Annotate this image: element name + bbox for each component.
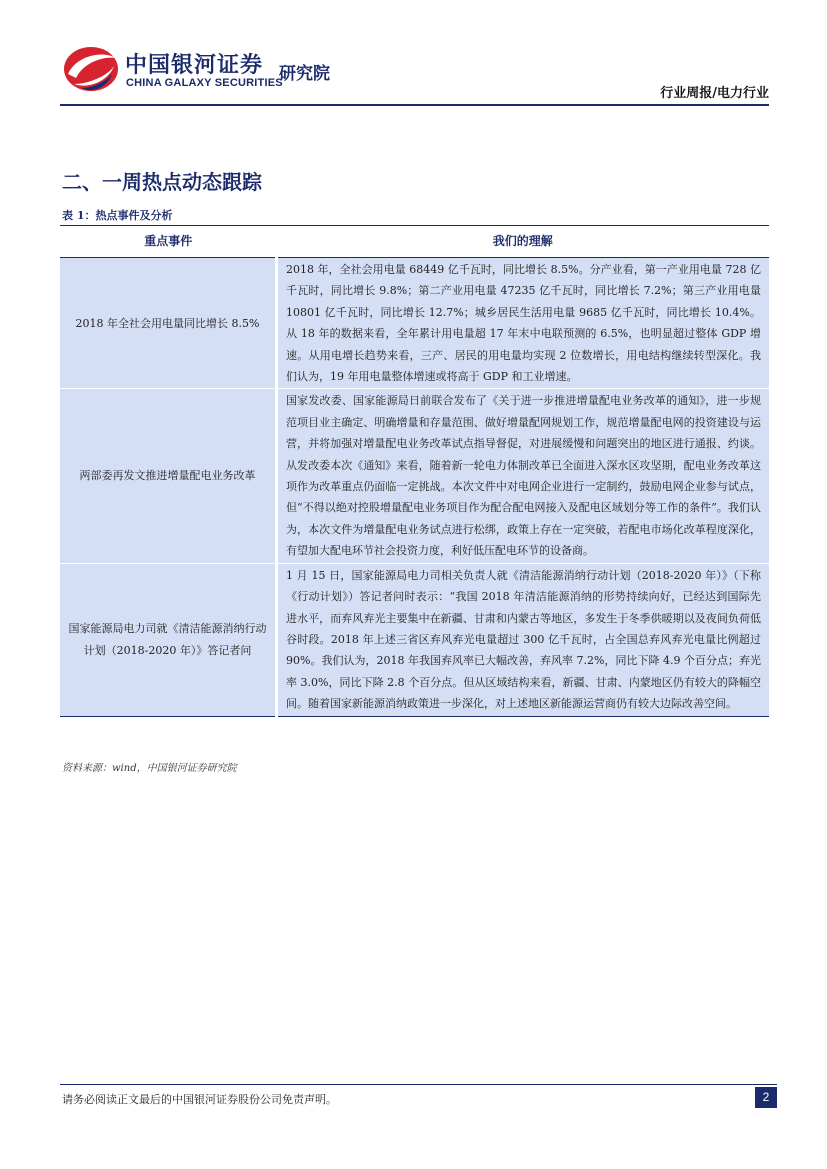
table-row [60,258,769,389]
table-row [60,563,769,716]
footer-divider [60,1084,777,1085]
table-header-row [60,226,769,258]
analysis-cell: 2018 年，全社会用电量 68449 亿千瓦时，同比增长 8.5%。分产业看，第一产业用电量 728 亿千瓦时，同比增长 9.8%；第二产业用电量 47235 亿千瓦时，同比增长 7.2%；第三产业用电量 10801 亿千瓦时，同比增长 12.7%；城乡居民生活用电量 9685 亿千瓦时，同比增长 10.4%。从 18 年的数据来看，全年累计用电量超 17 年末中电联预测的 6.5%，也明显超过整体 GDP 增速。从用电增长趋势来看，三产、居民的用电量均实现 2 位数增长，用电结构继续转型深化。我们认为，19 年用电量整体增速或将高于 GDP 和工业增速。 [277,258,770,389]
header-divider [60,104,769,106]
analysis-cell: 1 月 15 日，国家能源局电力司相关负责人就《清洁能源消纳行动计划（2018-2020 年）》（下称《行动计划》）答记者问时表示：“我国 2018 年清洁能源消纳的形势持续向好，已经达到国际先进水平，而弃风弃光主要集中在新疆、甘肃和内蒙古等地区，多发生于冬季供暖期以及夜间负荷低谷时段。2018 年上述三省区弃风弃光电量超过 300 亿千瓦时，占全国总弃风弃光电量比例超过 90%。我们认为，2018 年我国弃风率已大幅改善，弃风率 7.2%，同比下降 4.9 个百分点；弃光率 3.0%，同比下降 2.8 个百分点。但从区域结构来看，新疆、甘肃、内蒙地区仍有较大的降幅空间。随着国家新能源消纳政策进一步深化，对上述地区新能源运营商仍有较大边际改善空间。 [277,563,770,716]
event-cell: 2018 年全社会用电量同比增长 8.5% [60,258,277,389]
event-cell: 国家能源局电力司就《清洁能源消纳行动计划（2018-2020 年）》答记者问 [60,563,277,716]
table-caption: 表 1：热点事件及分析 [62,209,173,222]
brand-name-en: CHINA GALAXY SECURITIES [126,77,283,89]
brand-name-cn: 中国银河证券 [125,53,264,78]
page-number: 2 [755,1087,777,1108]
analysis-cell: 国家发改委、国家能源局日前联合发布了《关于进一步推进增量配电业务改革的通知》，进一步规范项目业主确定、明确增量和存量范围、做好增量配网规划工作，规范增量配电网的投资建设与运营，并将加强对增量配电业务改革试点指导督促，对进展缓慢和问题突出的地区进行通报、约谈。从发改委本次《通知》来看，随着新一轮电力体制改革已全面进入深水区攻坚期，配电业务改革这项作为改革重点仍面临一定挑战。本次文件中对电网企业进行一定制约，鼓励电网企业参与试点，但“不得以绝对控股增量配电业务项目作为配合配电网接入及配电区域划分等工作的条件”。我们认为，本次文件为增量配电业务试点进行松绑，政策上存在一定突破，若配电市场化改革程度深化，有望加大配电环节社会投资力度，利好低压配电环节的设备商。 [277,389,770,563]
hot-events-table [60,225,769,717]
institute-label: 研究院 [279,64,330,84]
table-row [60,389,769,563]
galaxy-logo-icon [62,44,120,94]
data-source-note: 资料来源：wind，中国银河证券研究院 [62,763,237,774]
section-title: 二、一周热点动态跟踪 [62,170,262,194]
disclaimer-note: 请务必阅读正文最后的中国银河证券股份公司免责声明。 [62,1093,337,1106]
column-header-event: 重点事件 [60,226,277,258]
column-header-analysis: 我们的理解 [277,226,770,258]
event-cell: 两部委再发文推进增量配电业务改革 [60,389,277,563]
report-category: 行业周报/电力行业 [660,86,769,101]
